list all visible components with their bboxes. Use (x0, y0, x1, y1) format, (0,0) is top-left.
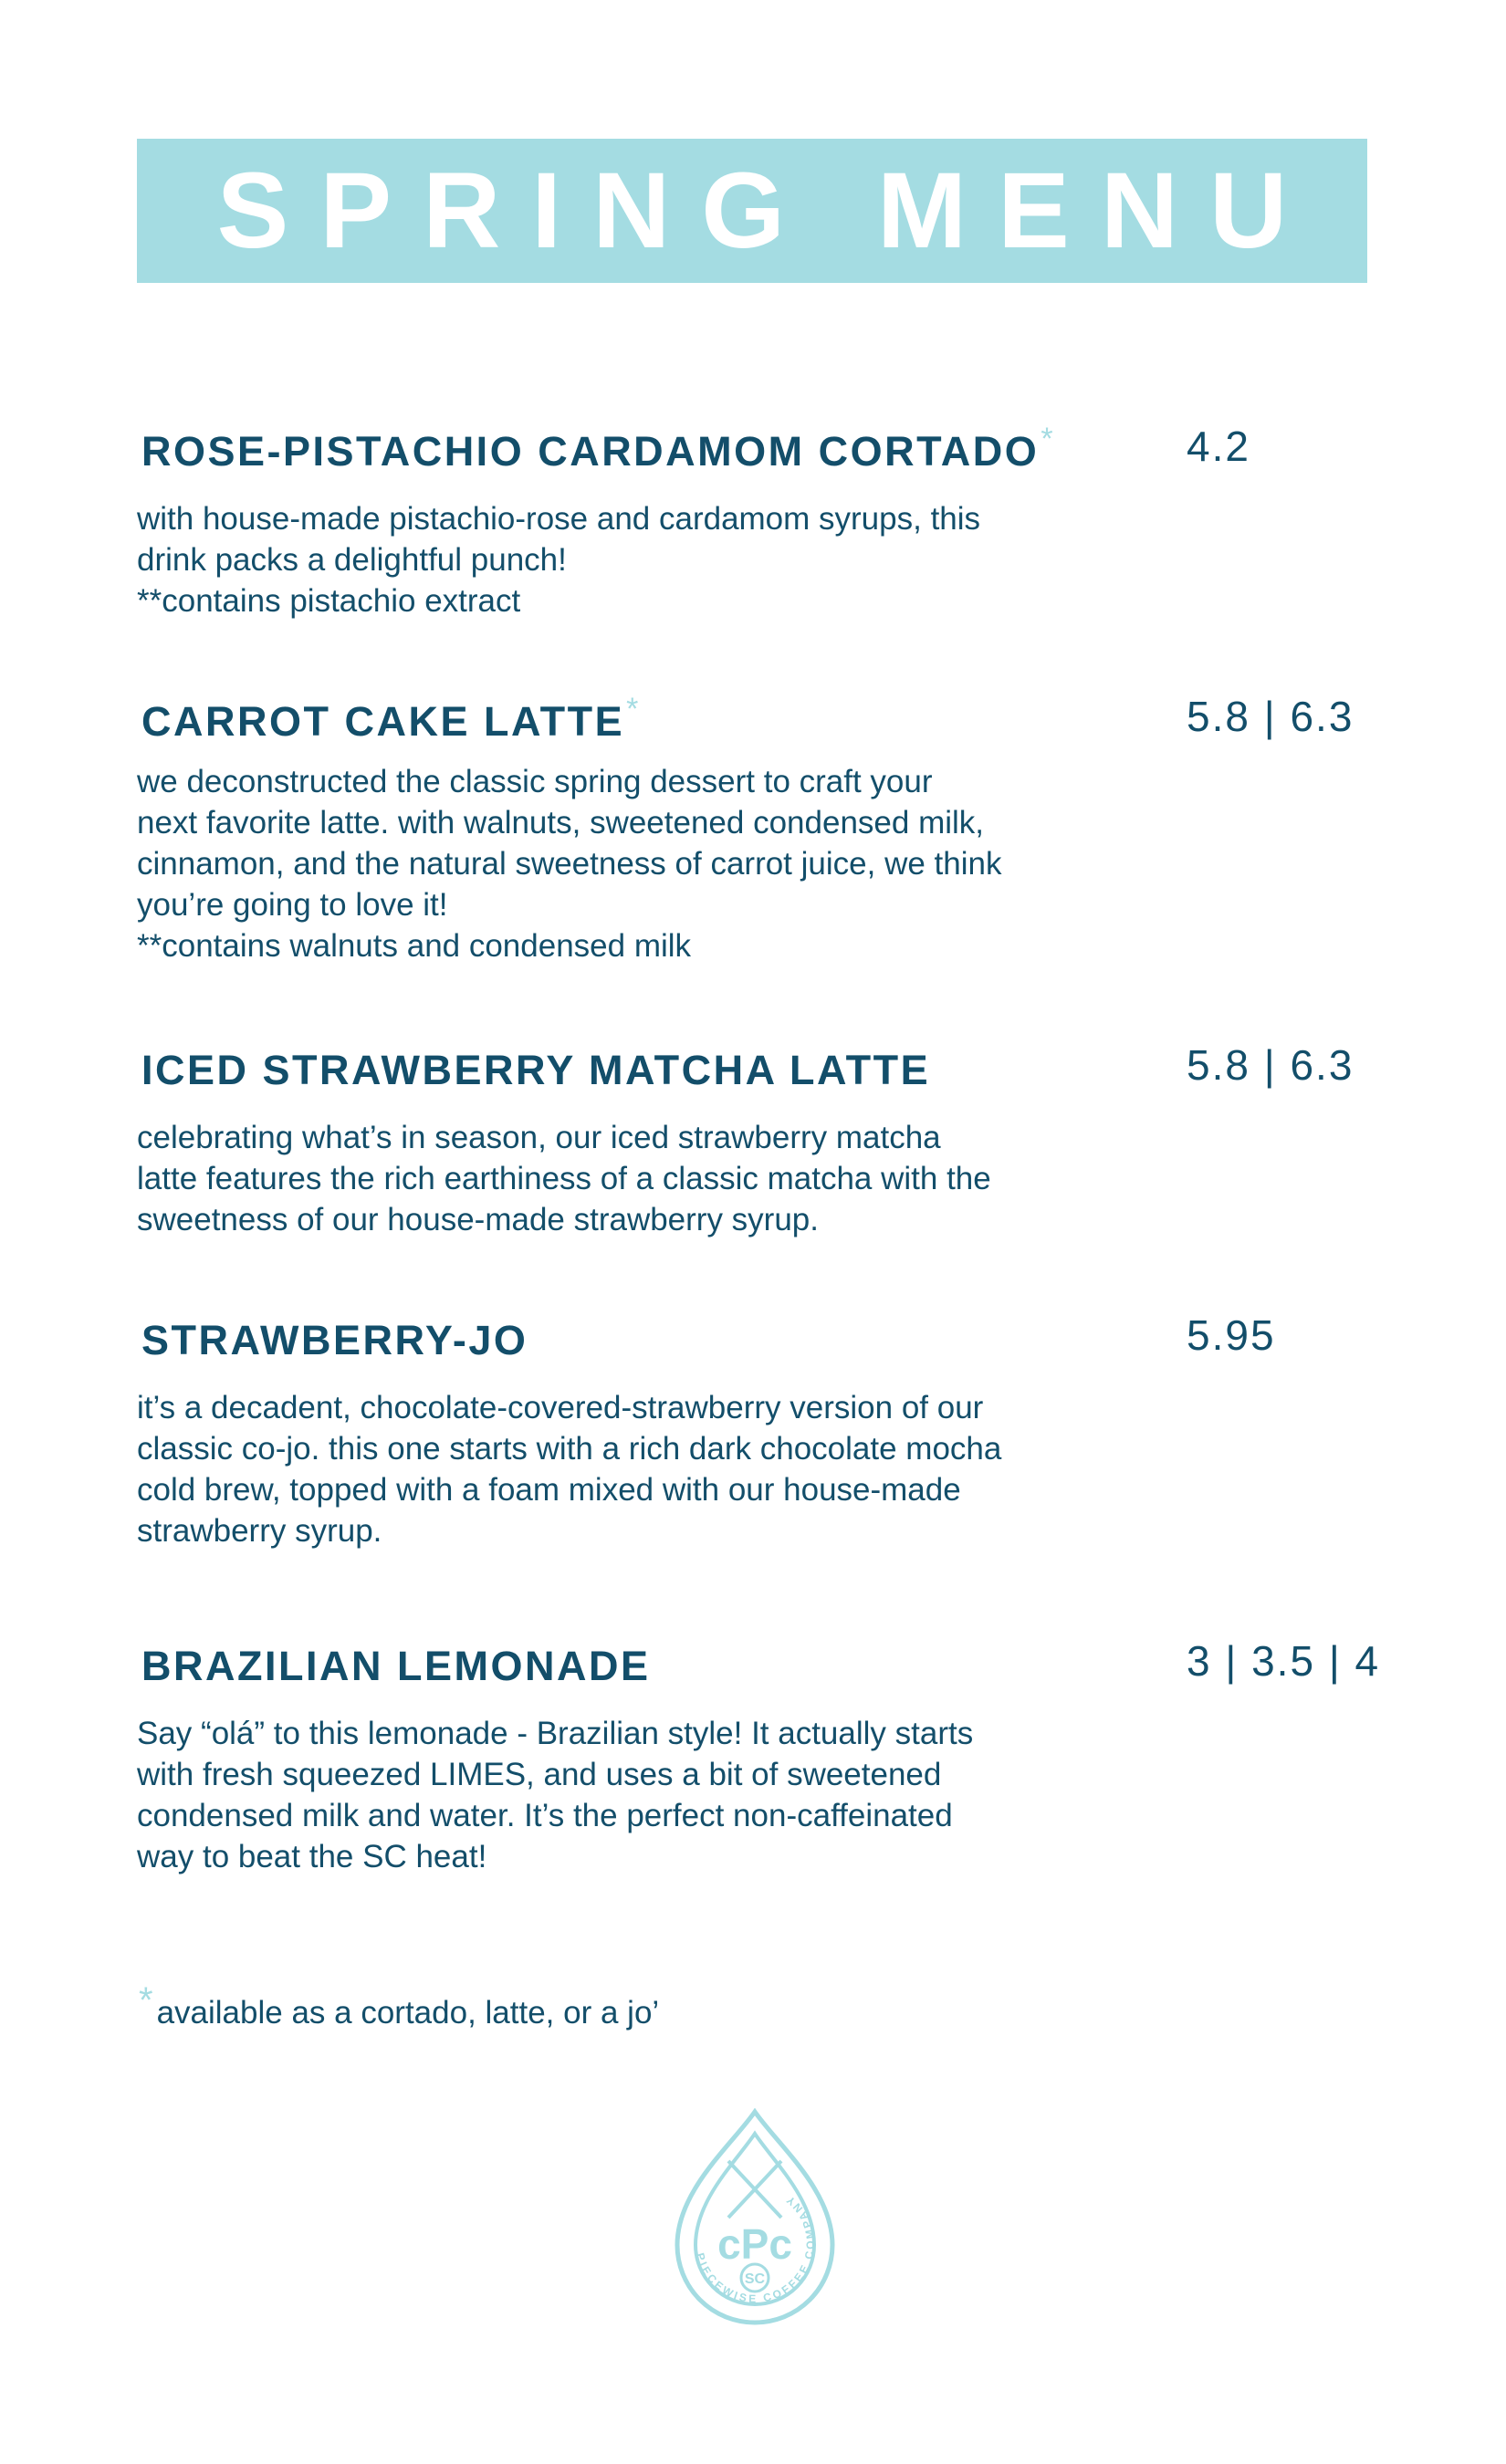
allergen-note: **contains pistachio extract (137, 583, 521, 619)
menu-item-description (137, 1387, 1086, 1551)
menu-item-price: 4.2 (1187, 423, 1250, 470)
title-banner (137, 139, 1367, 283)
menu-item-name (141, 1636, 652, 1690)
menu-item-name (141, 692, 638, 746)
logo-ring-text: PIECEWISE COFFEE COMPANY (694, 2191, 818, 2306)
menu-item-name (141, 1310, 529, 1364)
menu-item-name-text: ICED STRAWBERRY MATCHA LATTE (141, 1047, 931, 1093)
footnote-text: available as a cortado, latte, or a jo’ (156, 1995, 660, 2031)
description-line: cinnamon, and the natural sweetness of carrot juice, we think (137, 846, 1002, 882)
menu-item-price: 5.8 | 6.3 (1187, 693, 1354, 740)
menu-item-name-text: ROSE-PISTACHIO CARDAMOM CORTADO (141, 428, 1040, 475)
menu-item-name-text: STRAWBERRY-JO (141, 1317, 528, 1363)
droplet-logo-icon (668, 2108, 842, 2336)
menu-item-name-text: BRAZILIAN LEMONADE (141, 1643, 651, 1689)
description-line: with house-made pistachio-rose and cardamom syrups, this (137, 501, 981, 537)
asterisk-mark: * (139, 1980, 153, 2020)
menu-item-price: 3 | 3.5 | 4 (1187, 1637, 1381, 1685)
menu-item-price: 5.8 | 6.3 (1187, 1041, 1354, 1089)
description-line: drink packs a delightful punch! (137, 542, 567, 578)
page-title: SPRING MENU (216, 151, 1319, 271)
logo-monogram: cPc (717, 2220, 792, 2268)
asterisk-mark: * (626, 692, 639, 726)
description-line: condensed milk and water. It’s the perfect non-caffeinated (137, 1798, 953, 1833)
description-line: you’re going to love it! (137, 887, 448, 923)
description-line: way to beat the SC heat! (137, 1839, 487, 1874)
logo-sub: SC (744, 2271, 766, 2287)
menu-item-name (141, 422, 1053, 475)
asterisk-mark: * (1041, 422, 1053, 456)
description-line: strawberry syrup. (137, 1513, 382, 1549)
allergen-note: **contains walnuts and condensed milk (137, 928, 692, 964)
menu-item-description (137, 498, 1086, 621)
description-line: celebrating what’s in season, our iced strawberry matcha (137, 1120, 941, 1155)
menu-item-description (137, 1713, 1086, 1877)
description-line: we deconstructed the classic spring dessert to craft your (137, 764, 933, 799)
description-line: sweetness of our house-made strawberry syrup. (137, 1202, 819, 1237)
menu-item-name-text: CARROT CAKE LATTE (141, 698, 625, 745)
description-line: with fresh squeezed LIMES, and uses a bit of sweetened (137, 1757, 942, 1792)
description-line: next favorite latte. with walnuts, sweetened condensed milk, (137, 805, 984, 840)
description-line: Say “olá” to this lemonade - Brazilian style! It actually starts (137, 1716, 974, 1751)
description-line: classic co-jo. this one starts with a rich dark chocolate mocha (137, 1431, 1002, 1467)
menu-item-price: 5.95 (1187, 1311, 1276, 1359)
menu-item-description (137, 1117, 1086, 1240)
company-logo (668, 2108, 842, 2336)
description-line: cold brew, topped with a foam mixed with our house-made (137, 1472, 961, 1508)
footnote (139, 1980, 659, 2031)
description-line: latte features the rich earthiness of a classic matcha with the (137, 1161, 991, 1196)
menu-item-description (137, 761, 1086, 966)
description-line: it’s a decadent, chocolate-covered-strawberry version of our (137, 1390, 984, 1425)
menu-item-name (141, 1040, 932, 1094)
